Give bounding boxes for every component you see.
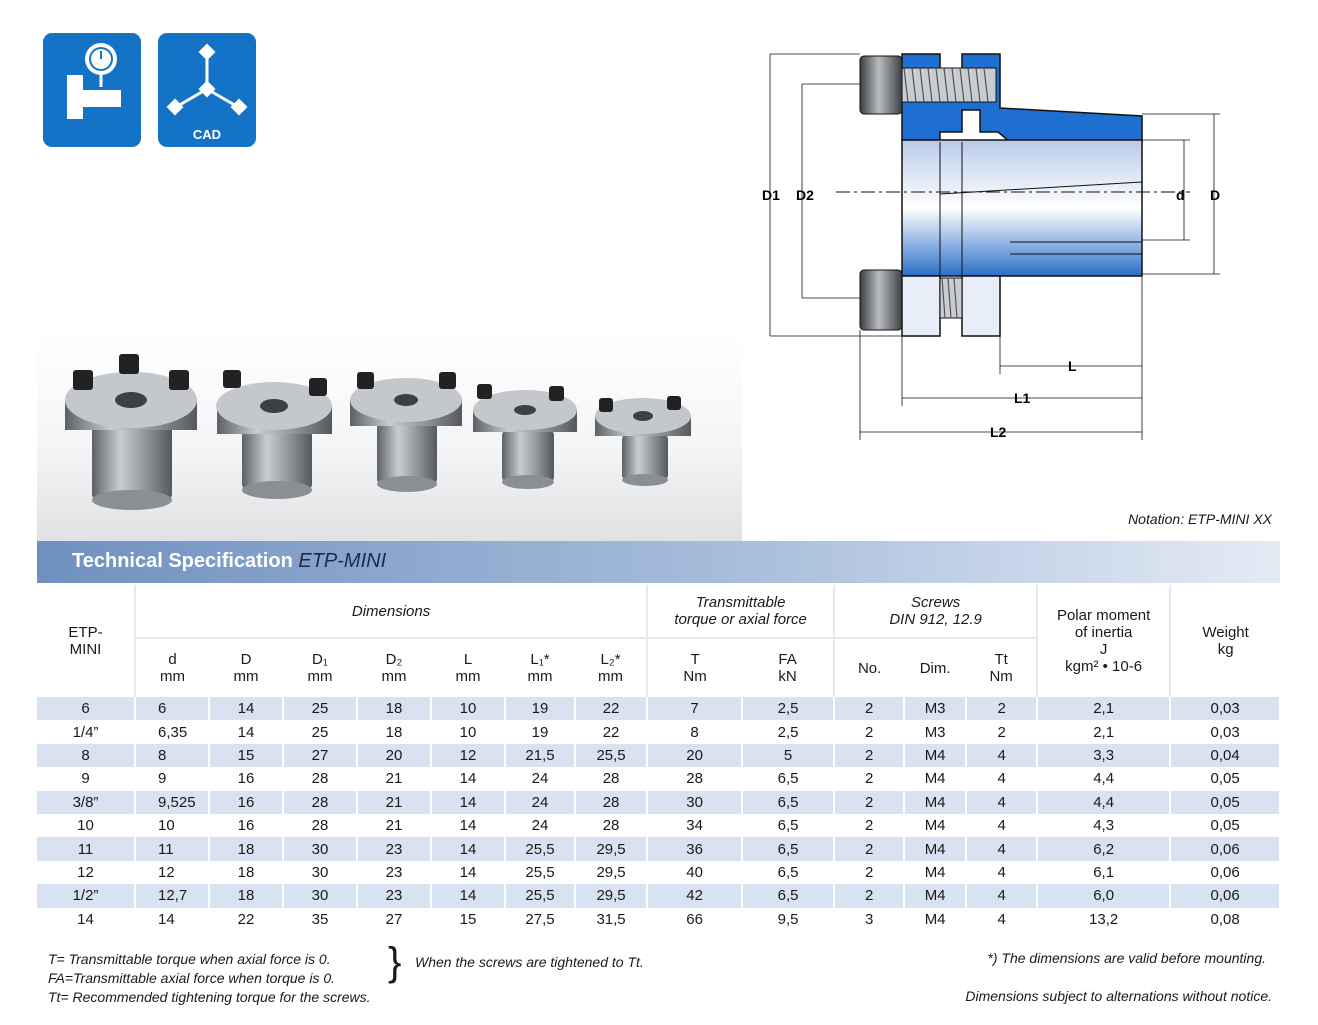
table-cell: 0,03: [1170, 697, 1280, 720]
table-cell: 25,5: [505, 884, 575, 907]
table-row: [37, 697, 1280, 720]
technical-drawing: [740, 30, 1260, 455]
table-cell: 6,1: [1037, 861, 1170, 884]
dim-label-L: L: [1068, 358, 1077, 374]
banner-title-text: Technical Specification: [72, 550, 293, 572]
table-cell: 5: [742, 744, 834, 767]
table-row: [37, 908, 1280, 931]
table-cell: 28: [283, 791, 357, 814]
banner-product: ETP-MINI: [298, 550, 387, 572]
table-cell: 4: [966, 791, 1037, 814]
table-cell: 42: [647, 884, 742, 907]
table-cell: 22: [209, 908, 283, 931]
table-cell: 9: [135, 767, 209, 790]
table-cell: 28: [283, 767, 357, 790]
table-cell: 2: [966, 697, 1037, 720]
banner-title: [72, 550, 386, 573]
footnote-valid: *) The dimensions are valid before mounting.: [987, 950, 1266, 966]
group-torque-line2: torque or axial force: [674, 611, 807, 628]
table-cell: 2: [834, 861, 904, 884]
table-cell: 30: [647, 791, 742, 814]
sub-header-6: [575, 638, 647, 697]
group-screws-line1: Screws: [911, 594, 961, 611]
footnote-alternations: Dimensions subject to alternations without notice.: [965, 988, 1272, 1004]
spec-table: [37, 585, 1281, 931]
table-cell: 7: [647, 697, 742, 720]
sub-header-11: [966, 638, 1037, 697]
table-cell: M4: [904, 908, 966, 931]
sub-header-2: [283, 638, 357, 697]
sub-header-symbol: Tt: [994, 651, 1008, 668]
table-cell: 18: [209, 861, 283, 884]
table-cell: 0,04: [1170, 744, 1280, 767]
table-cell: 10: [37, 814, 135, 837]
table-cell: 20: [357, 744, 431, 767]
dim-label-D: D: [1210, 187, 1221, 203]
sub-header-symbol: D₂: [385, 651, 403, 668]
table-cell: 14: [135, 908, 209, 931]
table-cell: 36: [647, 837, 742, 860]
table-cell: 23: [357, 884, 431, 907]
sub-header-symbol: FA: [778, 651, 797, 668]
table-cell: 4,3: [1037, 814, 1170, 837]
table-cell: 11: [135, 837, 209, 860]
spec-body: [37, 697, 1280, 931]
sub-header-4: [431, 638, 505, 697]
table-cell: 10: [135, 814, 209, 837]
table-cell: 14: [37, 908, 135, 931]
sub-header-symbol: L₁*: [530, 651, 550, 668]
table-cell: 4: [966, 861, 1037, 884]
table-cell: 6,2: [1037, 837, 1170, 860]
table-cell: M4: [904, 791, 966, 814]
table-cell: 14: [209, 720, 283, 743]
table-cell: 25,5: [575, 744, 647, 767]
table-row: [37, 720, 1280, 743]
table-cell: 6,5: [742, 814, 834, 837]
group-screws: [834, 585, 1037, 638]
sub-header-9: [834, 638, 904, 697]
table-cell: M4: [904, 744, 966, 767]
table-cell: 0,08: [1170, 908, 1280, 931]
table-cell: 23: [357, 837, 431, 860]
sub-header-unit: mm: [455, 668, 481, 685]
sub-header-unit: mm: [381, 668, 407, 685]
table-cell: 9: [37, 767, 135, 790]
table-cell: 2,1: [1037, 697, 1170, 720]
table-cell: 9,525: [135, 791, 209, 814]
table-row: [37, 837, 1280, 860]
sub-header-unit: mm: [527, 668, 553, 685]
table-cell: 14: [431, 861, 505, 884]
table-cell: 28: [647, 767, 742, 790]
table-cell: 4: [966, 837, 1037, 860]
table-cell: 24: [505, 814, 575, 837]
table-cell: 30: [283, 837, 357, 860]
dim-label-d: d: [1176, 187, 1185, 203]
table-cell: M4: [904, 861, 966, 884]
table-cell: 4: [966, 767, 1037, 790]
table-cell: 10: [431, 720, 505, 743]
table-cell: M4: [904, 767, 966, 790]
table-cell: 25,5: [505, 837, 575, 860]
table-cell: 2: [834, 884, 904, 907]
table-cell: 15: [431, 908, 505, 931]
table-cell: M3: [904, 720, 966, 743]
table-cell: 28: [575, 814, 647, 837]
table-cell: 14: [431, 837, 505, 860]
table-row: [37, 814, 1280, 837]
table-row: [37, 791, 1280, 814]
table-cell: 30: [283, 884, 357, 907]
table-cell: 6,5: [742, 837, 834, 860]
table-cell: 11: [37, 837, 135, 860]
sub-header-5: [505, 638, 575, 697]
measuring-gauge-icon: [43, 33, 141, 147]
table-cell: 14: [431, 791, 505, 814]
table-cell: 2: [834, 837, 904, 860]
table-cell: 6,35: [135, 720, 209, 743]
group-torque-line1: Transmittable: [695, 594, 786, 611]
table-cell: 8: [647, 720, 742, 743]
table-cell: 4: [966, 884, 1037, 907]
dim-label-D1: D1: [762, 187, 780, 203]
table-cell: 27: [357, 908, 431, 931]
table-cell: 28: [575, 767, 647, 790]
table-cell: 9,5: [742, 908, 834, 931]
table-cell: 6: [37, 697, 135, 720]
table-cell: 3,3: [1037, 744, 1170, 767]
table-cell: 8: [37, 744, 135, 767]
table-cell: 18: [209, 884, 283, 907]
table-cell: 21: [357, 791, 431, 814]
table-cell: 31,5: [575, 908, 647, 931]
table-cell: 6,0: [1037, 884, 1170, 907]
table-cell: 20: [647, 744, 742, 767]
table-cell: 2,5: [742, 697, 834, 720]
sub-header-7: [647, 638, 742, 697]
table-cell: 28: [283, 814, 357, 837]
sub-header-unit: mm: [307, 668, 333, 685]
sub-header-unit: mm: [598, 668, 624, 685]
polar-unit: kgm² • 10-6: [1065, 658, 1143, 675]
table-cell: 23: [357, 861, 431, 884]
table-cell: 19: [505, 720, 575, 743]
group-screws-line2: DIN 912, 12.9: [889, 611, 982, 628]
group-dimensions: Dimensions: [135, 585, 647, 638]
table-cell: 0,05: [1170, 791, 1280, 814]
table-cell: M4: [904, 884, 966, 907]
table-cell: 16: [209, 814, 283, 837]
table-cell: 22: [575, 697, 647, 720]
table-cell: M3: [904, 697, 966, 720]
table-cell: 24: [505, 791, 575, 814]
table-cell: 0,05: [1170, 814, 1280, 837]
table-cell: 27: [283, 744, 357, 767]
table-cell: 16: [209, 767, 283, 790]
table-cell: 6,5: [742, 884, 834, 907]
weight-line2: kg: [1217, 641, 1234, 658]
table-cell: 14: [431, 767, 505, 790]
table-cell: 2: [834, 814, 904, 837]
sub-header-symbol: d: [168, 651, 177, 668]
table-cell: 29,5: [575, 861, 647, 884]
col-weight: [1170, 585, 1280, 697]
table-cell: 4: [966, 814, 1037, 837]
table-cell: 21: [357, 767, 431, 790]
table-cell: 29,5: [575, 837, 647, 860]
table-cell: 6,5: [742, 791, 834, 814]
table-cell: 2: [834, 791, 904, 814]
table-cell: 12: [431, 744, 505, 767]
table-cell: 3/8”: [37, 791, 135, 814]
table-cell: 4: [966, 744, 1037, 767]
table-cell: 2: [834, 720, 904, 743]
table-cell: 1/2”: [37, 884, 135, 907]
table-cell: 18: [209, 837, 283, 860]
table-cell: 4,4: [1037, 791, 1170, 814]
sub-header-3: [357, 638, 431, 697]
polar-line2: of inertia: [1074, 624, 1133, 641]
table-cell: 2: [834, 697, 904, 720]
table-cell: 2,1: [1037, 720, 1170, 743]
brace-icon: }: [388, 940, 402, 984]
table-cell: 0,06: [1170, 837, 1280, 860]
sub-header-0: [135, 638, 209, 697]
table-cell: 2: [966, 720, 1037, 743]
table-cell: 24: [505, 767, 575, 790]
table-cell: M4: [904, 837, 966, 860]
cad-icon-tile[interactable]: [158, 33, 256, 147]
notation-text: Notation: ETP-MINI XX: [1128, 511, 1272, 527]
hub-section-drawing: [740, 30, 1260, 450]
table-cell: 21,5: [505, 744, 575, 767]
table-cell: 4: [966, 908, 1037, 931]
table-cell: 1/4”: [37, 720, 135, 743]
sub-header-symbol: L: [463, 651, 473, 668]
table-cell: 6,5: [742, 767, 834, 790]
table-cell: 16: [209, 791, 283, 814]
table-cell: 66: [647, 908, 742, 931]
footnote-fa: FA=Transmittable axial force when torque is 0.: [48, 970, 335, 986]
col-polar-moment: [1037, 585, 1170, 697]
sub-header-symbol: Dim.: [919, 659, 951, 677]
sub-header-1: [209, 638, 283, 697]
sub-header-10: [904, 638, 966, 697]
table-cell: 35: [283, 908, 357, 931]
table-row: [37, 884, 1280, 907]
table-cell: 0,05: [1170, 767, 1280, 790]
sub-header-8: [742, 638, 834, 697]
footnotes-left: [48, 950, 371, 1007]
sub-header-symbol: D: [240, 651, 252, 668]
table-cell: 4,4: [1037, 767, 1170, 790]
table-cell: 13,2: [1037, 908, 1170, 931]
sub-header-symbol: T: [690, 651, 700, 668]
cad-label: CAD: [192, 127, 222, 142]
table-cell: 15: [209, 744, 283, 767]
table-cell: 6: [135, 697, 209, 720]
table-cell: 12: [135, 861, 209, 884]
table-cell: 22: [575, 720, 647, 743]
table-cell: 2: [834, 744, 904, 767]
table-cell: 0,06: [1170, 861, 1280, 884]
table-cell: 30: [283, 861, 357, 884]
table-cell: 25: [283, 720, 357, 743]
dim-label-L1: L1: [1014, 390, 1031, 406]
table-cell: 0,06: [1170, 884, 1280, 907]
weight-line1: Weight: [1202, 624, 1249, 641]
spec-banner: [37, 541, 1280, 583]
table-cell: 25: [283, 697, 357, 720]
table-row: [37, 744, 1280, 767]
etp-mini-hubs-image: [37, 330, 742, 542]
table-cell: 25,5: [505, 861, 575, 884]
table-cell: 18: [357, 720, 431, 743]
sub-header-symbol: D₁: [312, 651, 328, 668]
sub-header-symbol: No.: [857, 659, 882, 677]
sub-header-unit: Nm: [683, 668, 707, 685]
sub-header-unit: kN: [778, 668, 797, 685]
table-row: [37, 767, 1280, 790]
product-photo: [37, 330, 742, 542]
table-cell: 8: [135, 744, 209, 767]
table-cell: 0,03: [1170, 720, 1280, 743]
table-cell: 27,5: [505, 908, 575, 931]
table-cell: 29,5: [575, 884, 647, 907]
table-cell: 12: [37, 861, 135, 884]
polar-line1: Polar moment: [1056, 607, 1151, 624]
table-cell: 28: [575, 791, 647, 814]
dim-label-L2: L2: [990, 424, 1007, 440]
table-cell: 2,5: [742, 720, 834, 743]
table-row: [37, 861, 1280, 884]
sub-header-unit: Nm: [989, 668, 1013, 685]
table-cell: 12,7: [135, 884, 209, 907]
footnote-t: T= Transmittable torque when axial force is 0.: [48, 951, 331, 967]
dim-label-D2: D2: [796, 187, 814, 203]
table-cell: 40: [647, 861, 742, 884]
sub-header-unit: mm: [160, 668, 185, 685]
table-cell: 14: [431, 814, 505, 837]
table-cell: 14: [431, 884, 505, 907]
table-cell: 10: [431, 697, 505, 720]
table-cell: 2: [834, 767, 904, 790]
table-cell: 18: [357, 697, 431, 720]
table-cell: 6,5: [742, 861, 834, 884]
sub-header-symbol: L₂*: [600, 651, 621, 668]
table-cell: 14: [209, 697, 283, 720]
sub-header-unit: mm: [233, 668, 259, 685]
table-cell: 19: [505, 697, 575, 720]
table-cell: 3: [834, 908, 904, 931]
table-cell: 21: [357, 814, 431, 837]
measuring-icon-tile[interactable]: [43, 33, 141, 147]
table-cell: 34: [647, 814, 742, 837]
footnote-brace-text: When the screws are tightened to Tt.: [415, 954, 644, 970]
col-etp-mini: ETP-MINI: [37, 585, 135, 697]
group-torque: [647, 585, 834, 638]
polar-line3: J: [1099, 641, 1108, 658]
table-cell: M4: [904, 814, 966, 837]
footnote-tt: Tt= Recommended tightening torque for the screws.: [48, 989, 371, 1005]
